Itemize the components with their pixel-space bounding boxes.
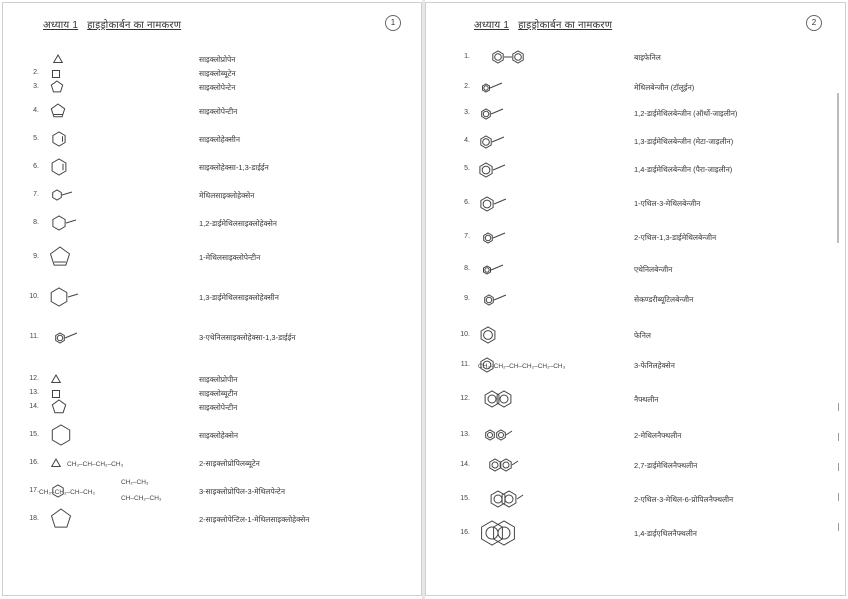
structure-drawing (49, 80, 65, 94)
structure-drawing (49, 54, 67, 66)
compound-structure (478, 48, 538, 71)
compound-number: 4. (33, 107, 39, 114)
compound-name: 1,3-डाईमेथिलसाइक्लोहेक्सीन (199, 293, 279, 302)
structure-drawing (478, 455, 528, 475)
compound-structure (49, 424, 73, 451)
compound-number: 4. (464, 137, 470, 144)
compound-structure (478, 157, 502, 186)
compound-name: 2-साइक्लोप्रोपिलब्यूटेन (199, 459, 260, 468)
structure-drawing (49, 186, 71, 204)
compound-name: 3-साइक्लोप्रोपिल-3-मेथिलपेन्टेन (199, 487, 286, 496)
compound-name: साइक्लोपेन्टेन (199, 83, 236, 92)
compound-name: साइक्लोहेक्सेन (199, 431, 239, 440)
condensed-formula: CH₃–CH₂–CH–CH₂–CH₂–CH₃ (478, 363, 566, 370)
structure-drawing (478, 487, 534, 511)
left-page-number: 1 (385, 15, 401, 31)
compound-structure (478, 455, 528, 480)
structure-drawing (49, 327, 79, 347)
compound-number: 17. (29, 487, 39, 494)
structure-drawing (478, 78, 502, 96)
compound-name: साइक्लोब्यूटीन (199, 389, 238, 398)
compound-structure (49, 158, 69, 181)
compound-number: 14. (29, 403, 39, 410)
compound-name: फेनिल (634, 331, 651, 340)
structure-drawing (49, 508, 73, 530)
compound-structure (478, 103, 502, 128)
compound-name: साइक्लोप्रोपीन (199, 375, 238, 384)
compound-number: 7. (464, 233, 470, 240)
compound-number: 3. (464, 109, 470, 116)
compound-number: 12. (460, 395, 470, 402)
structure-drawing (478, 227, 506, 247)
compound-name: साइक्लोप्रोपेन (199, 55, 236, 64)
compound-number: 6. (464, 199, 470, 206)
structure-drawing (49, 103, 67, 119)
structure-drawing (478, 518, 518, 548)
compound-name: 1,2-डाईमेथिलसाइक्लोहेक्सेन (199, 219, 277, 228)
structure-drawing (478, 388, 518, 410)
compound-name: साइक्लोहेक्सा-1,3-डाईईन (199, 163, 269, 172)
compound-structure (478, 130, 502, 157)
compound-number: 14. (460, 461, 470, 468)
compound-name: मेथिलबेन्जीन (टॉलूईन) (634, 83, 695, 92)
structure-drawing (478, 260, 504, 278)
compound-name: मेथिलसाइक्लोहेक्सेन (199, 191, 255, 200)
structure-drawing (478, 326, 498, 344)
structure-drawing (478, 103, 502, 123)
condensed-formula: CH₂–CH₃ (121, 479, 149, 486)
structure-drawing (49, 458, 63, 470)
compound-name: बाइफेनिल (634, 53, 661, 62)
condensed-formula: CH₃–CH–CH₂–CH₃ (67, 461, 124, 468)
compound-number: 5. (33, 135, 39, 142)
compound-structure (49, 212, 75, 239)
compound-structure (49, 282, 75, 317)
compound-name: 2-एथिल-1,3-डाईमेथिलबेन्जीन (634, 233, 717, 242)
margin-mark (838, 523, 839, 531)
compound-number: 13. (29, 389, 39, 396)
compound-number: 8. (464, 265, 470, 272)
compound-structure (478, 518, 518, 553)
compound-name: साइक्लोहेक्सीन (199, 135, 241, 144)
condensed-formula: CH₃–CH₂–CH–CH₂ (39, 489, 96, 496)
compound-name: 2,7-डाईमेथिलनैफ्थलीन (634, 461, 698, 470)
structure-drawing (49, 246, 71, 268)
right-page-title: हाइड्रोकार्बन का नामकरण (518, 20, 613, 31)
margin-mark (838, 493, 839, 501)
structure-drawing (478, 426, 518, 444)
structure-drawing (49, 374, 63, 386)
left-chapter-label: अध्याय 1 (43, 20, 79, 31)
left-header (43, 17, 181, 31)
compound-structure (478, 260, 504, 283)
compound-number: 15. (29, 431, 39, 438)
right-page-number: 2 (806, 15, 822, 31)
compound-name: साइक्लोपेन्टीन (199, 107, 238, 116)
compound-structure (478, 426, 518, 449)
compound-structure (478, 191, 504, 220)
compound-number: 9. (33, 253, 39, 260)
compound-number: 16. (29, 459, 39, 466)
compound-name: 1,4-डाईमेथिलबेन्जीन (पैरा-जाइलीन) (634, 165, 733, 174)
structure-drawing (478, 191, 504, 215)
compound-number: 10. (460, 331, 470, 338)
compound-name: 3-फेनिलहेक्सेन (634, 361, 675, 370)
structure-drawing (49, 399, 69, 415)
compound-structure (478, 487, 534, 516)
margin-mark (838, 433, 839, 441)
compound-name: सेकण्डरीब्यूटिलबेन्जीन (634, 295, 694, 304)
compound-name: साइक्लोपेन्टीन (199, 403, 238, 412)
left-page (2, 2, 422, 596)
compound-name: 1-मेथिलसाइक्लोपेन्टीन (199, 253, 261, 262)
compound-structure (49, 186, 71, 209)
compound-structure (49, 399, 69, 420)
compound-name: 1,2-डाईमेथिलबेन्जीन (ऑर्थो-जाइलीन) (634, 109, 738, 118)
structure-drawing (49, 212, 75, 234)
compound-number: 10. (29, 293, 39, 300)
compound-number: 1. (464, 53, 470, 60)
right-page (425, 2, 846, 596)
compound-structure (49, 327, 79, 352)
compound-structure (478, 78, 502, 101)
compound-number: 2. (33, 69, 39, 76)
structure-drawing (49, 424, 73, 446)
margin-mark (838, 463, 839, 471)
structure-drawing (49, 131, 69, 147)
compound-number: 9. (464, 295, 470, 302)
compound-number: 3. (33, 83, 39, 90)
right-chapter-label: अध्याय 1 (474, 20, 510, 31)
compound-structure (49, 508, 73, 535)
margin-mark (838, 403, 839, 411)
structure-drawing (49, 158, 69, 176)
compound-number: 15. (460, 495, 470, 502)
compound-structure (478, 227, 506, 252)
structure-drawing (478, 289, 508, 309)
structure-drawing (478, 130, 502, 152)
compound-structure (49, 103, 67, 124)
compound-name: 3-एथेनिलसाइक्लोहेक्सा-1,3-डाईईन (199, 333, 296, 342)
compound-name: 2-एथिल-3-मेथिल-6-प्रोपिलनैफ्थलीन (634, 495, 734, 504)
compound-number: 16. (460, 529, 470, 536)
right-header (474, 17, 612, 31)
structure-drawing (478, 157, 502, 181)
compound-name: 1-एथिल-3-मेथिलबेन्जीन (634, 199, 701, 208)
compound-number: 12. (29, 375, 39, 382)
compound-structure (478, 388, 518, 415)
compound-name: एथेनिलबेन्जीन (634, 265, 673, 274)
compound-number: 18. (29, 515, 39, 522)
compound-number: 11. (460, 361, 470, 368)
compound-structure (49, 457, 63, 475)
compound-number: 2. (464, 83, 470, 90)
compound-name: 1,3-डाईमेथिलबेन्जीन (मेटा-जाइलीन) (634, 137, 734, 146)
compound-number: 7. (33, 191, 39, 198)
compound-structure (478, 289, 508, 314)
compound-name: 1,4-डाईएथिलनैफ्थलीन (634, 529, 697, 538)
compound-structure (478, 326, 498, 349)
compound-name: 2-मेथिलनैफ्थलीन (634, 431, 682, 440)
compound-number: 6. (33, 163, 39, 170)
compound-number: 13. (460, 431, 470, 438)
compound-number: 11. (29, 333, 39, 340)
compound-name: नैफ्थलीन (634, 395, 659, 404)
structure-drawing (478, 48, 538, 66)
compound-name: साइक्लोब्यूटेन (199, 69, 236, 78)
compound-structure (49, 80, 65, 99)
structure-drawing (49, 282, 75, 312)
compound-number: 8. (33, 219, 39, 226)
structure-drawing (49, 68, 63, 80)
compound-structure (49, 131, 69, 152)
left-page-title: हाइड्रोकार्बन का नामकरण (87, 20, 182, 31)
page-scrollbar[interactable] (837, 93, 839, 243)
compound-number: 5. (464, 165, 470, 172)
compound-structure (49, 246, 71, 273)
compound-name: 2-साइक्लोपेन्टिल-1-मेथिलसाइक्लोहेक्सेन (199, 515, 310, 524)
condensed-formula: CH–CH₂–CH₃ (121, 495, 162, 502)
